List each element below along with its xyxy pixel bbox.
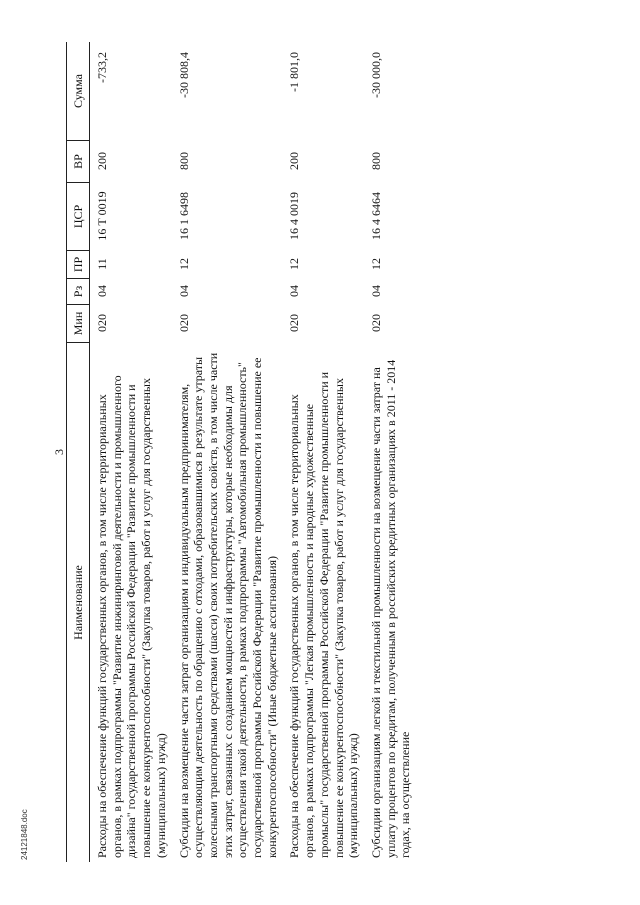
table-row [177, 42, 280, 862]
row-name: Субсидии на возмещение части затрат организациям и индивидуальным предпринимателям, осуществляющим деятельность по обращению с отходами, образовавшимися в результате утраты колесными транспортными средствами (шасси) своих потребительских свойств, в том числе части этих затрат, связанных с созданием мощностей и инфраструктуры, которые необходимы для осуществления такой деятельности, в рамках подпрограммы "Автомобильная промышленность" государственной программы Российской Федерации "Развитие промышленности и повышение ее конкурентоспособности" (Иные бюджетные ассигнования) [176, 352, 279, 858]
row-csr: 16 4 6464 [368, 192, 383, 240]
row-sum: -1 801,0 [287, 52, 302, 92]
row-min: 020 [368, 314, 383, 332]
row-vr: 200 [287, 152, 302, 170]
row-pr: 11 [95, 258, 109, 270]
row-rz: 04 [287, 285, 302, 297]
row-vr: 800 [368, 152, 383, 170]
table-body [95, 42, 421, 862]
row-min: 020 [176, 314, 191, 332]
row-pr: 12 [368, 258, 383, 270]
row-name: Расходы на обеспечение функций государственных органов, в том числе территориальных органов, в рамках подпрограммы "Развитие инжиниринговой деятельности и промышленного дизайна" государственной программы Российской Федерации "Развитие промышленности и повышение ее конкурентоспособности" (Закупка товаров, работ и услуг для государственных (муниципальных) нужд) [95, 375, 168, 858]
header-pr: ПР [67, 250, 89, 278]
header-min: Мин [67, 304, 89, 342]
table-row [95, 42, 169, 862]
header-name: Наименование [67, 342, 89, 862]
table-row [369, 42, 413, 862]
row-name: Субсидии организациям легкой и текстильной промышленности на возмещение части затрат на уплату процентов по кредитам, полученным в российских кредитных организациях в 2011 - 2014 годах, на осуществление [368, 359, 413, 858]
row-sum: -30 000,0 [368, 52, 383, 98]
table-header [66, 42, 90, 862]
row-rz: 04 [368, 285, 383, 297]
row-csr: 16 1 6498 [176, 192, 191, 240]
row-rz: 04 [176, 285, 191, 297]
header-vr: ВР [67, 140, 89, 182]
row-csr: 16 4 0019 [287, 192, 302, 240]
header-sum: Сумма [70, 74, 85, 108]
page-number: 3 [52, 449, 66, 455]
row-sum: -30 808,4 [176, 52, 191, 98]
header-csr: ЦСР [67, 182, 89, 250]
header-rz: Рз [67, 278, 89, 304]
row-sum: -733,2 [95, 52, 109, 83]
row-min: 020 [95, 314, 109, 332]
rotated-content [46, 42, 591, 862]
row-rz: 04 [95, 285, 109, 297]
row-csr: 16 Т 0019 [95, 191, 109, 241]
row-pr: 12 [176, 258, 191, 270]
row-vr: 200 [95, 152, 109, 170]
row-name: Расходы на обеспечение функций государственных органов, в том числе территориальных органов, в рамках подпрограммы "Легкая промышленность и народные художественные промыслы" государственной программы Российской Федерации "Развитие промышленности и повышение ее конкурентоспособности" (Закупка товаров, работ и услуг для государственных (муниципальных) нужд) [287, 371, 361, 858]
row-min: 020 [287, 314, 302, 332]
row-pr: 12 [287, 258, 302, 270]
table-row [287, 42, 361, 862]
row-vr: 800 [176, 152, 191, 170]
document-filename: 24121848.doc [20, 809, 29, 860]
